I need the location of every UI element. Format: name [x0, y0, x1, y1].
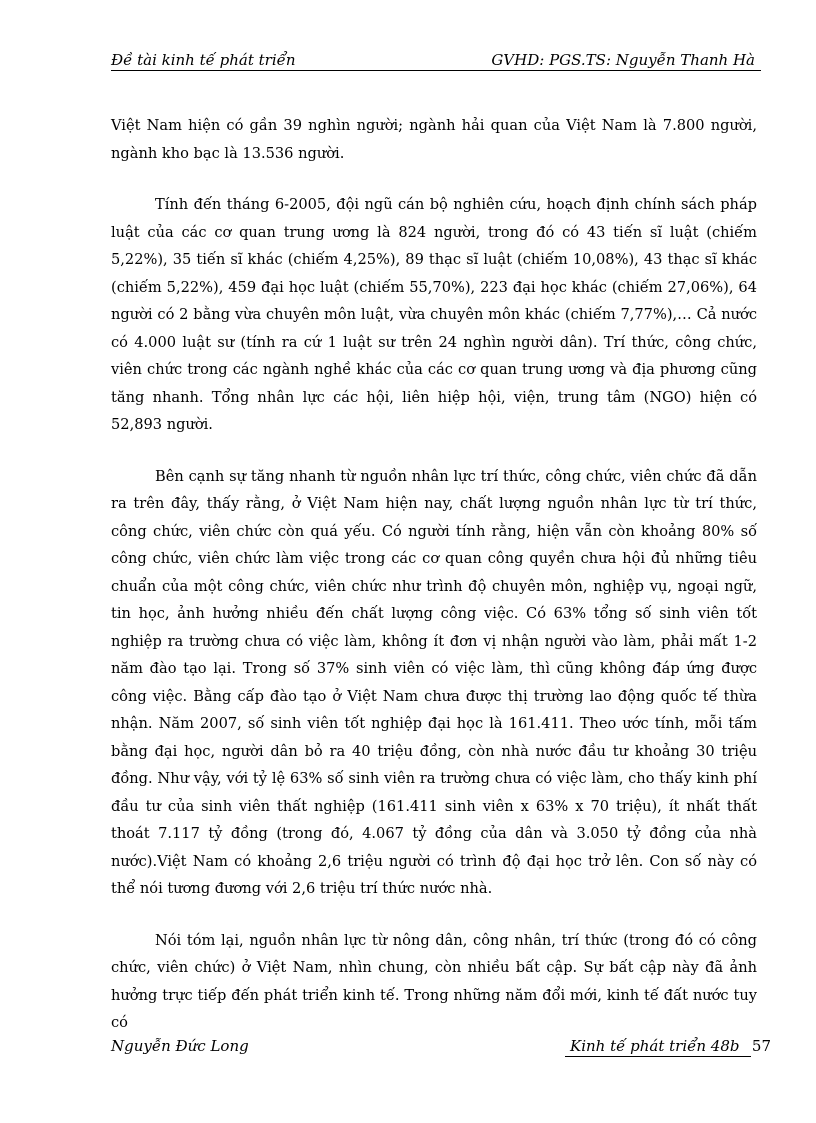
- header-title: Đề tài kinh tế phát triển: [111, 51, 296, 69]
- paragraph-spacer: [111, 439, 757, 463]
- paragraph-staff-statistics: Tính đến tháng 6-2005, đội ngũ cán bộ nghiên cứu, hoạch định chính sách pháp luật của các cơ quan trung ương là 824 người, trong đó có 43 tiến sĩ luật (chiếm 5,22%), 35 tiến sĩ khác (chiếm 4,25%), 89 thạc sĩ luật (chiếm 10,08%), 43 thạc sĩ khác (chiếm 5,22%), 459 đại học luật (chiếm 55,70%), 223 đại học khác (chiếm 27,06%), 64 người có 2 bằng vừa chuyên môn luật, vừa chuyên môn khác (chiếm 7,77%),… Cả nước có 4.000 luật sư (tính ra cứ 1 luật sư trên 24 nghìn người dân). Trí thức, công chức, viên chức trong các ngành nghề khác của các cơ quan trung ương và địa phương cũng tăng nhanh. Tổng nhân lực các hội, liên hiệp hội, viện, trung tâm (NGO) hiện có 52,893 người.: [111, 196, 757, 433]
- page-footer: [111, 1036, 771, 1056]
- paragraph-quality-assessment: Bên cạnh sự tăng nhanh từ nguồn nhân lực trí thức, công chức, viên chức đã dẫn ra trên đây, thấy rằng, ở Việt Nam hiện nay, chất lượng nguồn nhân lực từ trí thức, công chức, viên chức còn quá yếu. Có người tính rằng, hiện vẫn còn khoảng 80% số công chức, viên chức làm việc trong các cơ quan công quyền chưa hội đủ những tiêu chuẩn của một công chức, viên chức như trình độ chuyên môn, nghiệp vụ, ngoại ngữ, tin học, ảnh hưởng nhiều đến chất lượng công việc. Có 63% tổng số sinh viên tốt nghiệp ra trường chưa có việc làm, không ít đơn vị nhận người vào làm, phải mất 1-2 năm đào tạo lại. Trong số 37% sinh viên có việc làm, thì cũng không đáp ứng được công việc. Bằng cấp đào tạo ở Việt Nam chưa được thị trường lao động quốc tế thừa nhận. Năm 2007, số sinh viên tốt nghiệp đại học là 161.411. Theo ước tính, mỗi tấm bằng đại học, người dân bỏ ra 40 triệu đồng, còn nhà nước đầu tư khoảng 30 triệu đồng. Như vậy, với tỷ lệ 63% số sinh viên ra trường chưa có việc làm, cho thấy kinh phí đầu tư của sinh viên thất nghiệp (161.411 sinh viên x 63% x 70 triệu), ít nhất thất thoát 7.117 tỷ đồng (trong đó, 4.067 tỷ đồng của dân và 3.050 tỷ đồng của nhà nước).Việt Nam có khoảng 2,6 triệu người có trình độ đại học trở lên. Con số này có thể nói tương đương với 2,6 triệu trí thức nước nhà.: [111, 467, 757, 897]
- paragraph-summary: Nói tóm lại, nguồn nhân lực từ nông dân, công nhân, trí thức (trong đó có công chức, viên chức) ở Việt Nam, nhìn chung, còn nhiều bất cập. Sự bất cập này đã ảnh hưởng trực tiếp đến phát triển kinh tế. Trong những năm đổi mới, kinh tế đất nước tuy có: [111, 931, 757, 1031]
- page-header: [111, 51, 761, 71]
- footer-author: Nguyễn Đức Long: [111, 1037, 249, 1055]
- paragraph-spacer: [111, 903, 757, 927]
- page-number: 57: [751, 1037, 771, 1055]
- header-advisor: GVHD: PGS.TS: Nguyễn Thanh Hà: [491, 51, 755, 69]
- paragraph-spacer: [111, 167, 757, 191]
- document-body: [111, 112, 757, 1037]
- paragraph-continuation: Việt Nam hiện có gần 39 nghìn người; ngành hải quan của Việt Nam là 7.800 người, ngành kho bạc là 13.536 người.: [111, 117, 757, 162]
- footer-course: Kinh tế phát triển 48b: [565, 1036, 751, 1057]
